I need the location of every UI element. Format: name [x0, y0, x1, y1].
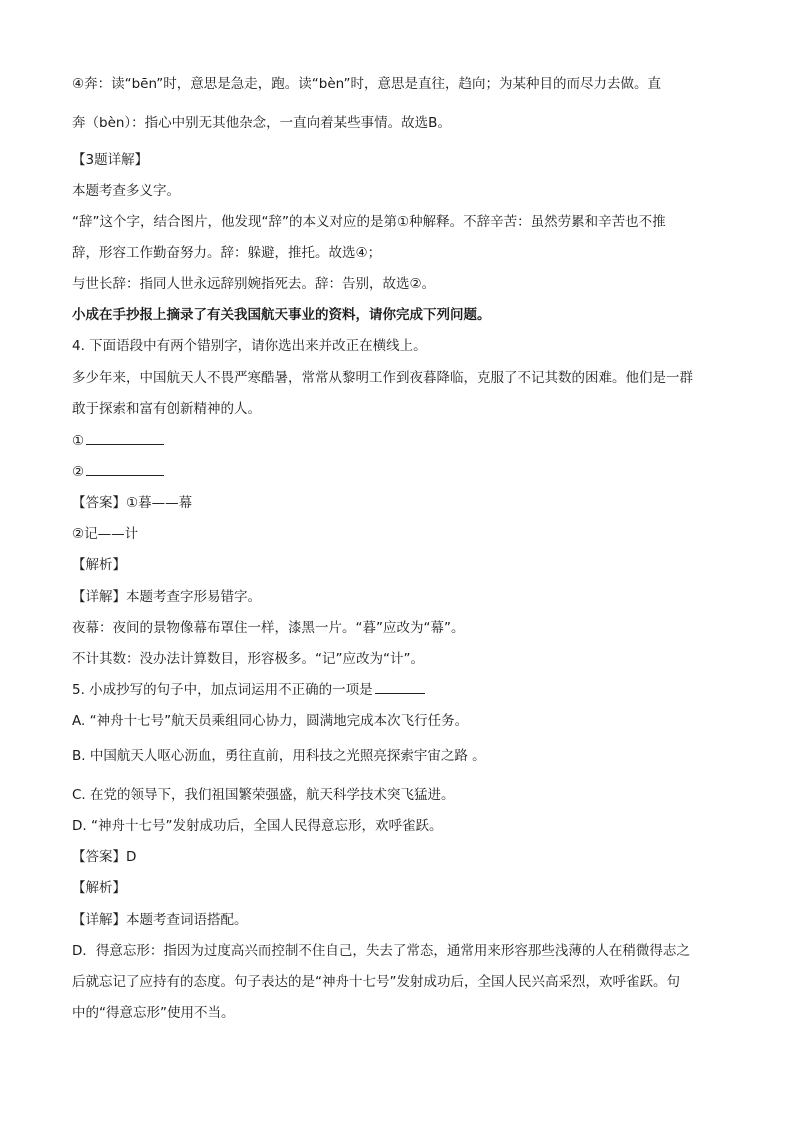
option-c: C. 在党的领导下，我们祖国繁荣强盛，航天科学技术突飞猛进。 — [72, 787, 455, 803]
text-line: 辞，形容工作勤奋努力。辞：躲避，推托。故选④； — [72, 245, 382, 261]
blank-line — [375, 680, 425, 694]
text-line: 【详解】本题考查字形易错字。 — [72, 589, 261, 605]
blank-line — [86, 431, 164, 445]
question-4-stem: 4. 下面语段中有两个错别字，请你选出来并改正在横线上。 — [72, 338, 427, 354]
text-line: “辞”这个字，结合图片，他发现“辞”的本义对应的是第①种解释。不辞辛苦：虽然劳累和辛苦也不推 — [72, 214, 666, 230]
answer-blank-2 — [72, 462, 164, 482]
text-line: ④奔：读“bēn”时，意思是急走，跑。读“bèn”时，意思是直往，趋向；为某种目的而尽力去做。直 — [72, 76, 661, 92]
answer-label: 【答案】D — [72, 849, 137, 865]
answer-blank-1 — [72, 431, 164, 451]
answer-label: 【答案】①暮——幕 — [72, 495, 193, 511]
text-line: 奔（bèn）：指心中别无其他杂念，一直向着某些事情。故选B。 — [72, 115, 451, 131]
text-line: D．得意忘形：指因为过度高兴而控制不住自己，失去了常态，通常用来形容那些浅薄的人在稍微得志之 — [72, 943, 690, 959]
text-line: 本题考查多义字。 — [72, 183, 180, 199]
question-text: 5. 小成抄写的句子中，加点词运用不正确的一项是 — [72, 682, 373, 698]
text-line: ②记——计 — [72, 526, 139, 542]
option-d: D. “神舟十七号”发射成功后，全国人民得意忘形，欢呼雀跃。 — [72, 818, 443, 834]
question-5-stem — [72, 680, 425, 700]
text-line: 多少年来，中国航天人不畏严寒酷暑，常常从黎明工作到夜暮降临，克服了不记其数的困难。他们是一群 — [72, 370, 693, 386]
question-group-instruction: 小成在手抄报上摘录了有关我国航天事业的资料，请你完成下列问题。 — [72, 307, 491, 323]
option-b: B. 中国航天人呕心沥血，勇往直前，用科技之光照亮探索宇宙之路 。 — [72, 748, 486, 764]
blank-label: ② — [72, 464, 85, 480]
text-line: 【详解】本题考查词语搭配。 — [72, 912, 248, 928]
text-line: 夜幕：夜间的景物像幕布罩住一样，漆黑一片。“暮”应改为“幕”。 — [72, 620, 465, 636]
text-line: 与世长辞：指同人世永远辞别婉指死去。辞：告别，故选②。 — [72, 276, 436, 292]
text-line: 中的“得意忘形”使用不当。 — [72, 1005, 235, 1021]
blank-line — [86, 462, 164, 476]
text-line: 敢于探索和富有创新精神的人。 — [72, 401, 261, 417]
text-line: 不计其数：没办法计算数目，形容极多。“记”应改为“计”。 — [72, 651, 424, 667]
analysis-label: 【解析】 — [72, 557, 126, 573]
blank-label: ① — [72, 433, 85, 449]
section-heading: 【3题详解】 — [72, 152, 149, 168]
text-line: 后就忘记了应持有的态度。句子表达的是“神舟十七号”发射成功后，全国人民兴高采烈，欢呼雀跃。句 — [72, 974, 680, 990]
option-a: A. “神舟十七号”航天员乘组同心协力，圆满地完成本次飞行任务。 — [72, 713, 469, 729]
analysis-label: 【解析】 — [72, 880, 126, 896]
